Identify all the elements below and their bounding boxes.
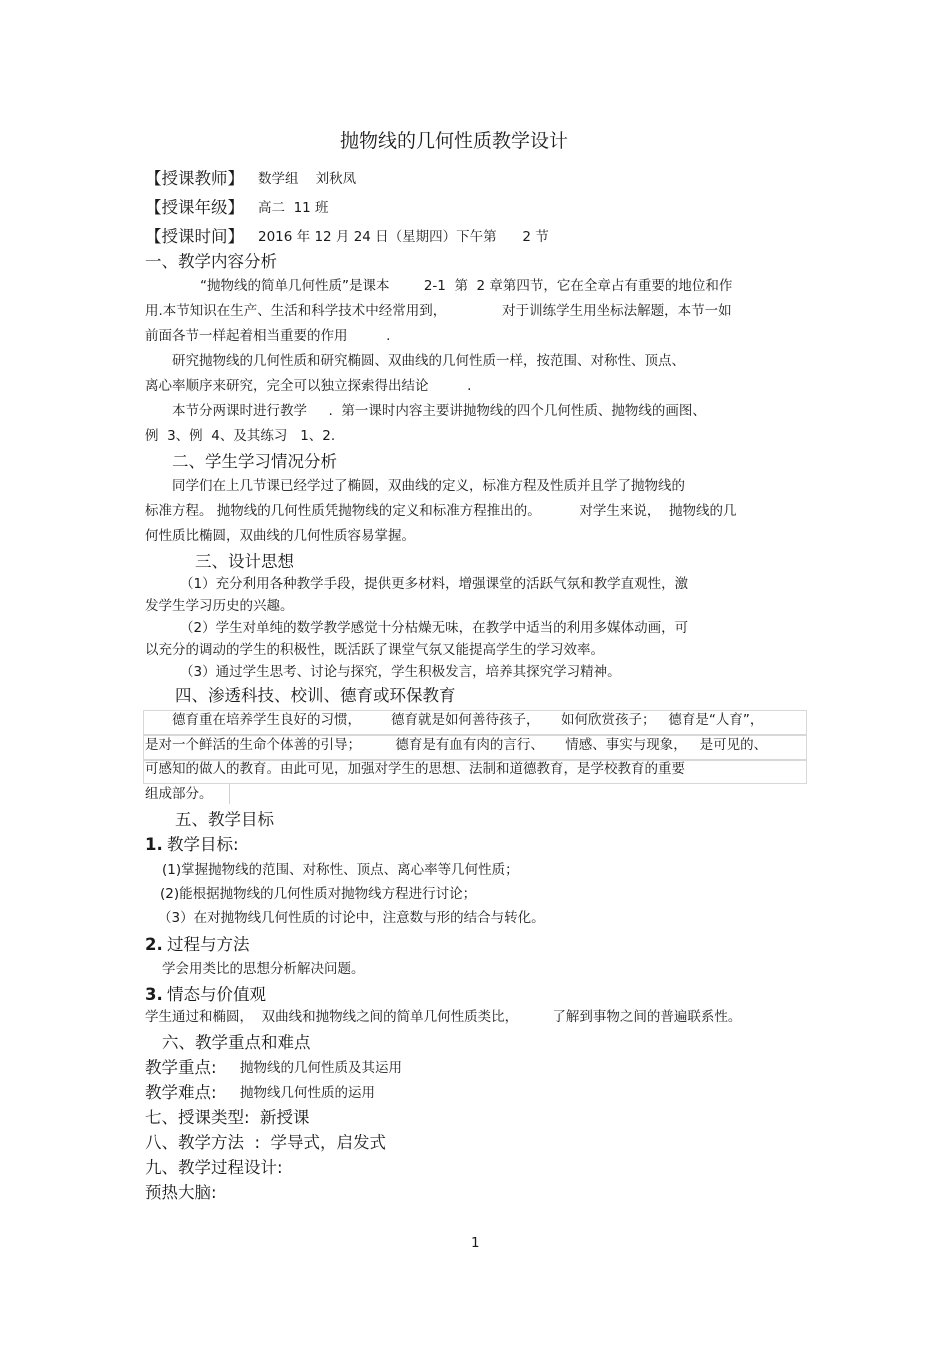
paragraph-line: 以充分的调动的学生的积极性，既活跃了课堂气氛又能提高学生的学习效率。 — [145, 642, 604, 658]
grade-value: 高二 11 班 — [258, 200, 329, 216]
goal-number: 2. — [145, 935, 163, 954]
paragraph-line: 何性质比椭圆，双曲线的几何性质容易掌握。 — [145, 528, 415, 544]
section-heading-content-analysis: 一、教学内容分析 — [145, 252, 277, 271]
goal-number: 1. — [145, 835, 163, 854]
paragraph-line: “抛物线的简单几何性质”是课本 2-1 第 2 章第四节，它在全章占有重要的地位和作 — [200, 278, 733, 294]
paragraph-line: 组成部分。 — [145, 786, 213, 802]
section-heading-key-points: 六、教学重点和难点 — [162, 1033, 311, 1052]
paragraph-line: 例 3、例 4、及其练习 1、2. — [145, 428, 336, 444]
key-point-label: 教学重点: — [145, 1058, 217, 1077]
difficulty-text: 抛物线几何性质的运用 — [240, 1085, 375, 1101]
section-heading-moral-education: 四、渗透科技、校训、德育或环保教育 — [175, 686, 456, 705]
goal-item: （3）在对抛物线几何性质的讨论中，注意数与形的结合与转化。 — [158, 910, 545, 926]
goal-item: (1)掌握抛物线的范围、对称性、顶点、离心率等几何性质； — [162, 862, 519, 878]
difficulty-label: 教学难点: — [145, 1083, 217, 1102]
goal-heading: 过程与方法 — [167, 935, 250, 954]
goal-item: 学会用类比的思想分析解决问题。 — [162, 961, 365, 977]
section-heading-design-idea: 三、设计思想 — [195, 552, 294, 571]
section-heading-process-design: 九、教学过程设计: — [145, 1158, 283, 1177]
text-box-edge — [229, 784, 230, 804]
section-heading-teaching-goals: 五、教学目标 — [175, 810, 274, 829]
teacher-value: 数学组 刘秋凤 — [258, 171, 357, 187]
goal-item: (2)能根据抛物线的几何性质对抛物线方程进行讨论； — [160, 886, 477, 902]
paragraph-line: （2）学生对单纯的数学教学感觉十分枯燥无味，在教学中适当的利用多媒体动画，可 — [180, 620, 689, 636]
section-heading-lesson-type: 七、授课类型: 新授课 — [145, 1108, 310, 1127]
section-heading-student-analysis: 二、学生学习情况分析 — [172, 452, 337, 471]
paragraph-line: 是对一个鲜活的生命个体善的引导； 德育是有血有肉的言行、 情感、事实与现象， 是可见的、 — [145, 737, 768, 753]
paragraph-line: （3）通过学生思考、讨论与探究，学生积极发言，培养其探究学习精神。 — [180, 664, 621, 680]
time-label: 【授课时间】 — [145, 227, 244, 246]
paragraph-line: 标准方程。 抛物线的几何性质凭抛物线的定义和标准方程推出的。 对学生来说， 抛物线的几 — [145, 503, 737, 519]
document-title: 抛物线的几何性质教学设计 — [340, 130, 569, 152]
paragraph-line: （1）充分利用各种教学手段，提供更多材料，增强课堂的活跃气氛和教学直观性，激 — [180, 576, 689, 592]
goal-heading: 教学目标: — [167, 835, 239, 854]
paragraph-line: 用.本节知识在生产、生活和科学技术中经常用到， 对于训练学生用坐标法解题，本节一如 — [145, 303, 732, 319]
goal-number: 3. — [145, 985, 163, 1004]
section-heading-teaching-method: 八、教学方法 : 学导式，启发式 — [145, 1133, 387, 1152]
paragraph-line: 发学生学习历史的兴趣。 — [145, 598, 294, 614]
paragraph-line: 前面各节一样起着相当重要的作用 . — [145, 328, 391, 344]
goal-item: 学生通过和椭圆， 双曲线和抛物线之间的简单几何性质类比， 了解到事物之间的普遍联系性。 — [145, 1009, 742, 1025]
paragraph-line: 本节分两课时进行教学 . 第一课时内容主要讲抛物线的四个几何性质、抛物线的画图、 — [172, 403, 706, 419]
paragraph-line: 离心率顺序来研究，完全可以独立探索得出结论 . — [145, 378, 472, 394]
goal-heading: 情态与价值观 — [167, 985, 266, 1004]
warmup-heading: 预热大脑: — [145, 1183, 217, 1202]
paragraph-line: 同学们在上几节课已经学过了椭圆，双曲线的定义，标准方程及性质并且学了抛物线的 — [172, 478, 685, 494]
paragraph-line: 德育重在培养学生良好的习惯， 德育就是如何善待孩子， 如何欣赏孩子； 德育是“人育”， — [172, 712, 764, 728]
teacher-label: 【授课教师】 — [145, 169, 244, 188]
grade-label: 【授课年级】 — [145, 198, 244, 217]
paragraph-line: 可感知的做人的教育。由此可见，加强对学生的思想、法制和道德教育，是学校教育的重要 — [145, 761, 685, 777]
time-value: 2016 年 12 月 24 日（星期四）下午第 2 节 — [258, 229, 549, 245]
page-number: 1 — [471, 1235, 480, 1251]
key-point-text: 抛物线的几何性质及其运用 — [240, 1060, 402, 1076]
paragraph-line: 研究抛物线的几何性质和研究椭圆、双曲线的几何性质一样，按范围、对称性、顶点、 — [172, 353, 685, 369]
